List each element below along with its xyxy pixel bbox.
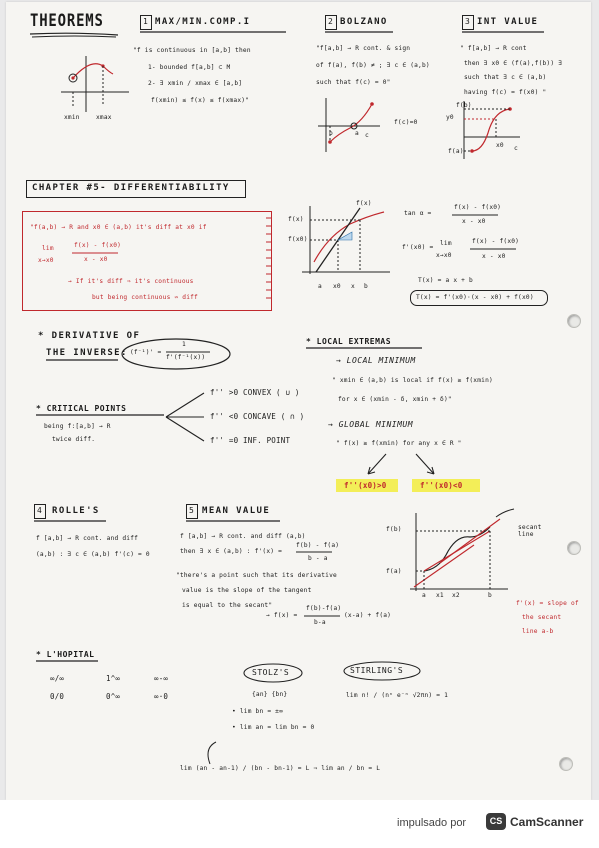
note-text: x (351, 283, 355, 290)
sketch-stroke (202, 740, 222, 766)
diff-quotient-den: x - x0 (84, 256, 108, 263)
note-text: x2 (452, 592, 460, 599)
note-text: b-a (314, 619, 326, 626)
cont-not-implies-diff: but being continuous ⇏ diff (92, 294, 198, 301)
section-1-heading: MAX/MIN.COMP.I (155, 17, 251, 27)
max-min-graph (61, 50, 131, 120)
section-3-heading: INT VALUE (477, 17, 539, 27)
binder-hole (559, 757, 573, 771)
section-2-line-2: of f(a), f(b) ≠ ; ∃ c ∈ (a,b) (316, 62, 430, 69)
section-1-xmin: xmin (64, 114, 80, 121)
sketch-stroke (72, 252, 122, 254)
local-extremas-heading: * LOCAL EXTREMAS (306, 337, 392, 346)
note-text: (x-a) + f(a) (344, 612, 392, 619)
note-text: f(a) (448, 148, 464, 155)
diff-quotient-num: f(x) - f(x0) (74, 242, 122, 249)
note-text: x - x0 (462, 218, 486, 225)
note-text: 0^∞ (106, 692, 121, 701)
sketch-stroke (304, 615, 344, 617)
note-text: x→x0 (436, 252, 452, 259)
inflection-rule: f'' =0 INF. POINT (210, 436, 291, 445)
stirling-heading: STIRLING'S (350, 666, 404, 675)
note-text: ∞·0 (154, 692, 169, 701)
note-text: f(b) - f(a) (296, 542, 340, 549)
note-text: • lim bn = ±∞ (232, 708, 284, 715)
note-text: then ∃ x ∈ (a,b) : f'(x) = (180, 548, 283, 555)
note-text: f(x) (288, 216, 304, 223)
sketch-stroke (296, 551, 336, 553)
camscanner-logo-icon: CS (486, 813, 506, 830)
sketch-stroke (166, 351, 216, 353)
note-text: f(x) - f(x0) (454, 204, 502, 211)
convex-rule: f'' >0 CONVEX ( ∪ ) (210, 388, 300, 397)
note-text: → f(x) = (266, 612, 298, 619)
binder-hole (567, 314, 581, 328)
section-1-line-3: 2- ∃ xmin / xmax ∈ [a,b] (148, 80, 243, 87)
note-text: x0 (333, 283, 341, 290)
binder-hole (567, 541, 581, 555)
note-text: f'(f⁻¹(x)) (166, 354, 206, 361)
sketch-stroke (34, 520, 108, 524)
section-3-line-4: having f(c) = f(x0) " (464, 89, 547, 96)
note-text: ∞-∞ (154, 674, 169, 683)
section-3-line-2: then ∃ x0 ∈ (f(a),f(b)) ∃ (464, 60, 563, 67)
note-text: 1 (182, 341, 186, 348)
note-text: • lim an = lim bn = 0 (232, 724, 315, 731)
note-text: c (514, 145, 518, 152)
note-text: f(a) (386, 568, 402, 575)
min-condition: f''(x0)>0 (344, 481, 387, 490)
note-text: x1 (436, 592, 444, 599)
section-1-xmax: xmax (96, 114, 112, 121)
note-text: b (364, 283, 368, 290)
note-text: " xmin ∈ (a,b) is local if f(x) ≥ f(xmin) (332, 377, 493, 384)
critical-branch-arrows (166, 387, 210, 447)
sketch-stroke (46, 342, 126, 362)
note-text: "there's a point such that its derivative (176, 572, 337, 579)
note-text: f [a,b] → R cont. and diff (a,b) (180, 533, 306, 540)
derivative-definition: "f(a,b) → R and x0 ∈ (a,b) it's diff at x0 if (30, 224, 207, 231)
extremas-arrows (360, 450, 450, 478)
note-text: for x ∈ (xmin - δ, xmin + δ)" (338, 396, 452, 403)
section-3-line-1: " f[a,b] → R cont (460, 45, 527, 52)
secant-label: secant line (518, 524, 542, 538)
sketch-stroke (470, 248, 520, 250)
note-text: value is the slope of the tangent (182, 587, 312, 594)
section-5-number-box (186, 504, 198, 519)
tan-alpha: tan α = (404, 210, 432, 217)
section-2-heading: BOLZANO (340, 17, 388, 27)
note-text: lim (42, 245, 54, 252)
note-text: 2 (328, 17, 334, 26)
page-title: THEOREMS (30, 11, 104, 31)
mean-value-heading: MEAN VALUE (202, 506, 271, 516)
section-4-number-box (34, 504, 46, 519)
note-text: the secant (522, 614, 562, 621)
mean-value-graph (404, 507, 512, 599)
note-text: 0/0 (50, 692, 65, 701)
section-3-line-3: such that ∃ c ∈ (a,b) (464, 74, 547, 81)
sketch-stroke (186, 520, 282, 524)
note-text: f(x0) (288, 236, 308, 243)
deriv-inverse-heading-2: THE INVERSE: (46, 348, 128, 358)
section-1-line-4: f(xmin) ≤ f(x) ≤ f(xmax)" (151, 97, 250, 104)
section-2-number-box (325, 15, 337, 30)
note-text: (f⁻¹)' = (130, 349, 162, 356)
note-text: y0 (446, 114, 454, 121)
local-minimum-label: → LOCAL MINIMUM (336, 356, 416, 365)
stolz-heading: STOLZ'S (252, 668, 290, 677)
note-text: x - x0 (482, 253, 506, 260)
note-text: a (355, 130, 359, 137)
sketch-stroke (306, 347, 426, 351)
note-text: " f(x) ≥ f(xmin) for any x ∈ R " (336, 440, 462, 447)
note-text: b (329, 130, 333, 137)
note-text: f(b) (456, 102, 472, 109)
note-text: f(x) - f(x0) (472, 238, 520, 245)
note-text: (a,b) : ∃ c ∈ (a,b) f'(c) = 0 (36, 551, 150, 558)
chapter-5-heading: CHAPTER #5- DIFFERENTIABILITY (32, 183, 230, 193)
note-text: x0 (496, 142, 504, 149)
sketch-stroke (325, 31, 395, 35)
section-3-number-box (462, 15, 474, 30)
note-text: b (488, 592, 492, 599)
camscanner-brand: CamScanner (510, 815, 584, 829)
note-text: a (318, 283, 322, 290)
title-underline (30, 32, 120, 38)
note-text: 5 (189, 506, 195, 515)
note-text: {an} {bn} (252, 691, 288, 698)
derivative-limit: f'(x0) = (402, 244, 434, 251)
note-text: f'(x) = slope of (516, 600, 579, 607)
note-text: f(b) (386, 526, 402, 533)
tangent-graph (298, 202, 393, 282)
section-2-line-3: such that f(c) = 0" (316, 79, 391, 86)
sketch-stroke (140, 31, 288, 35)
rolle-heading: ROLLE'S (52, 506, 100, 516)
stolz-formula: lim (an - an-1) / (bn - bn-1) = L ⇒ lim an / bn = L (180, 765, 381, 772)
note-text: 1^∞ (106, 674, 121, 683)
note-text: ∞/∞ (50, 674, 65, 683)
tangent-eq-1: T(x) = a x + b (418, 277, 473, 284)
note-text: b - a (308, 555, 328, 562)
section-2-line-1: "f[a,b] → R cont. & sign (316, 45, 411, 52)
tangent-eq-2: T(x) = f'(x0)·(x - x0) + f(x0) (416, 294, 534, 301)
diff-implies-cont: → If it's diff ⇒ it's continuous (68, 278, 194, 285)
bolzano-eq: f(c)=0 (394, 119, 418, 126)
section-1-line-2: 1- bounded f[a,b] ⊂ M (148, 64, 231, 71)
note-text: f(x) (356, 200, 372, 207)
deriv-inverse-heading-1: * DERIVATIVE OF (38, 331, 141, 341)
section-1-number-box (140, 15, 152, 30)
note-text: being f:[a,b] → R (44, 423, 111, 430)
sketch-stroke (36, 660, 100, 664)
section-1-line-1: "f is continuous in [a,b] then (133, 47, 251, 54)
lhopital-heading: * L'HOPITAL (36, 650, 95, 659)
powered-by-label: impulsado por (397, 817, 467, 829)
critical-points-heading: * CRITICAL POINTS (36, 404, 127, 413)
note-text: f(b)-f(a) (306, 605, 342, 612)
max-condition: f''(x0)<0 (420, 481, 463, 490)
note-text: c (365, 132, 369, 139)
note-text: twice diff. (52, 436, 96, 443)
stirling-formula: lim n! / (nⁿ e⁻ⁿ √2πn) = 1 (346, 692, 449, 699)
sketch-stroke (462, 31, 546, 35)
global-minimum-label: → GLOBAL MINIMUM (328, 420, 414, 429)
definition-box-ticks (266, 214, 276, 306)
note-text: a (422, 592, 426, 599)
sketch-stroke (452, 214, 502, 216)
note-text: line a-b (522, 628, 554, 635)
bolzano-graph (318, 94, 388, 156)
concave-rule: f'' <0 CONCAVE ( ∩ ) (210, 412, 305, 421)
note-text: 4 (37, 506, 43, 515)
note-text: x→x0 (38, 257, 54, 264)
note-text: 3 (465, 17, 471, 26)
note-text: 1 (143, 17, 149, 26)
note-text: lim (440, 240, 452, 247)
note-text: f [a,b] → R cont. and diff (36, 535, 139, 542)
sketch-stroke (36, 414, 166, 418)
notebook-page (6, 2, 591, 800)
note-text: is equal to the secant" (182, 602, 273, 609)
